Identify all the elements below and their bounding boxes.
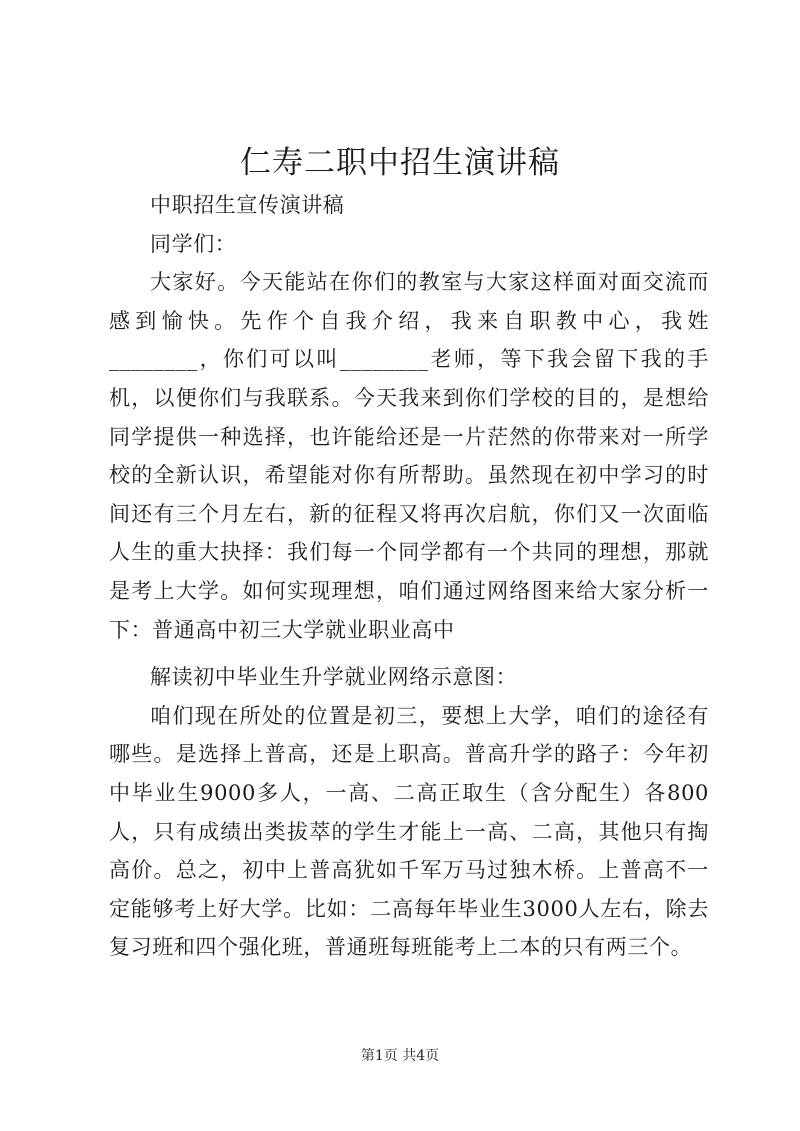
subtitle-paragraph: 中职招生宣传演讲稿: [150, 193, 345, 217]
greeting-paragraph: 同学们：: [150, 231, 237, 256]
document-title: 仁寿二职中招生演讲稿: [240, 145, 560, 181]
intro-paragraph: 大家好。今天能站在你们的教室与大家这样面对面交流而感到愉快。先作个自我介绍，我来自职教中心，我姓________，你们可以叫________老师，等下我会留下我的手机，以便你们与我联系。今天我来到你们学校的目的，是想给同学提供一种选择，也许能给还是一片茫然的你带来对一所学校的全新认识，希望能对你有所帮助。虽然现在初中学习的时间还有三个月左右，新的征程又将再次启航，你们又一次面临人生的重大抉择：我们每一个同学都有一个共同的理想，那就是考上大学。如何实现理想，咱们通过网络图来给大家分析一下：普通高中初三大学就业职业高中: [109, 270, 709, 642]
diagram-heading-paragraph: 解读初中毕业生升学就业网络示意图：: [150, 665, 518, 690]
document-body: [109, 186, 709, 967]
analysis-paragraph: 咱们现在所处的位置是初三，要想上大学，咱们的途径有哪些。是选择上普高，还是上职高。普高升学的路子：今年初中毕业生9000多人，一高、二高正取生（含分配生）各800人，只有成绩出类拔萃的学生才能上一高、二高，其他只有掏高价。总之，初中上普高犹如千军万马过独木桥。上普高不一定能够考上好大学。比如：二高每年毕业生3000人左右，除去复习班和四个强化班，普通班每班能考上二本的只有两三个。: [109, 703, 709, 960]
page-number-footer: 第1页 共4页: [360, 1048, 440, 1064]
